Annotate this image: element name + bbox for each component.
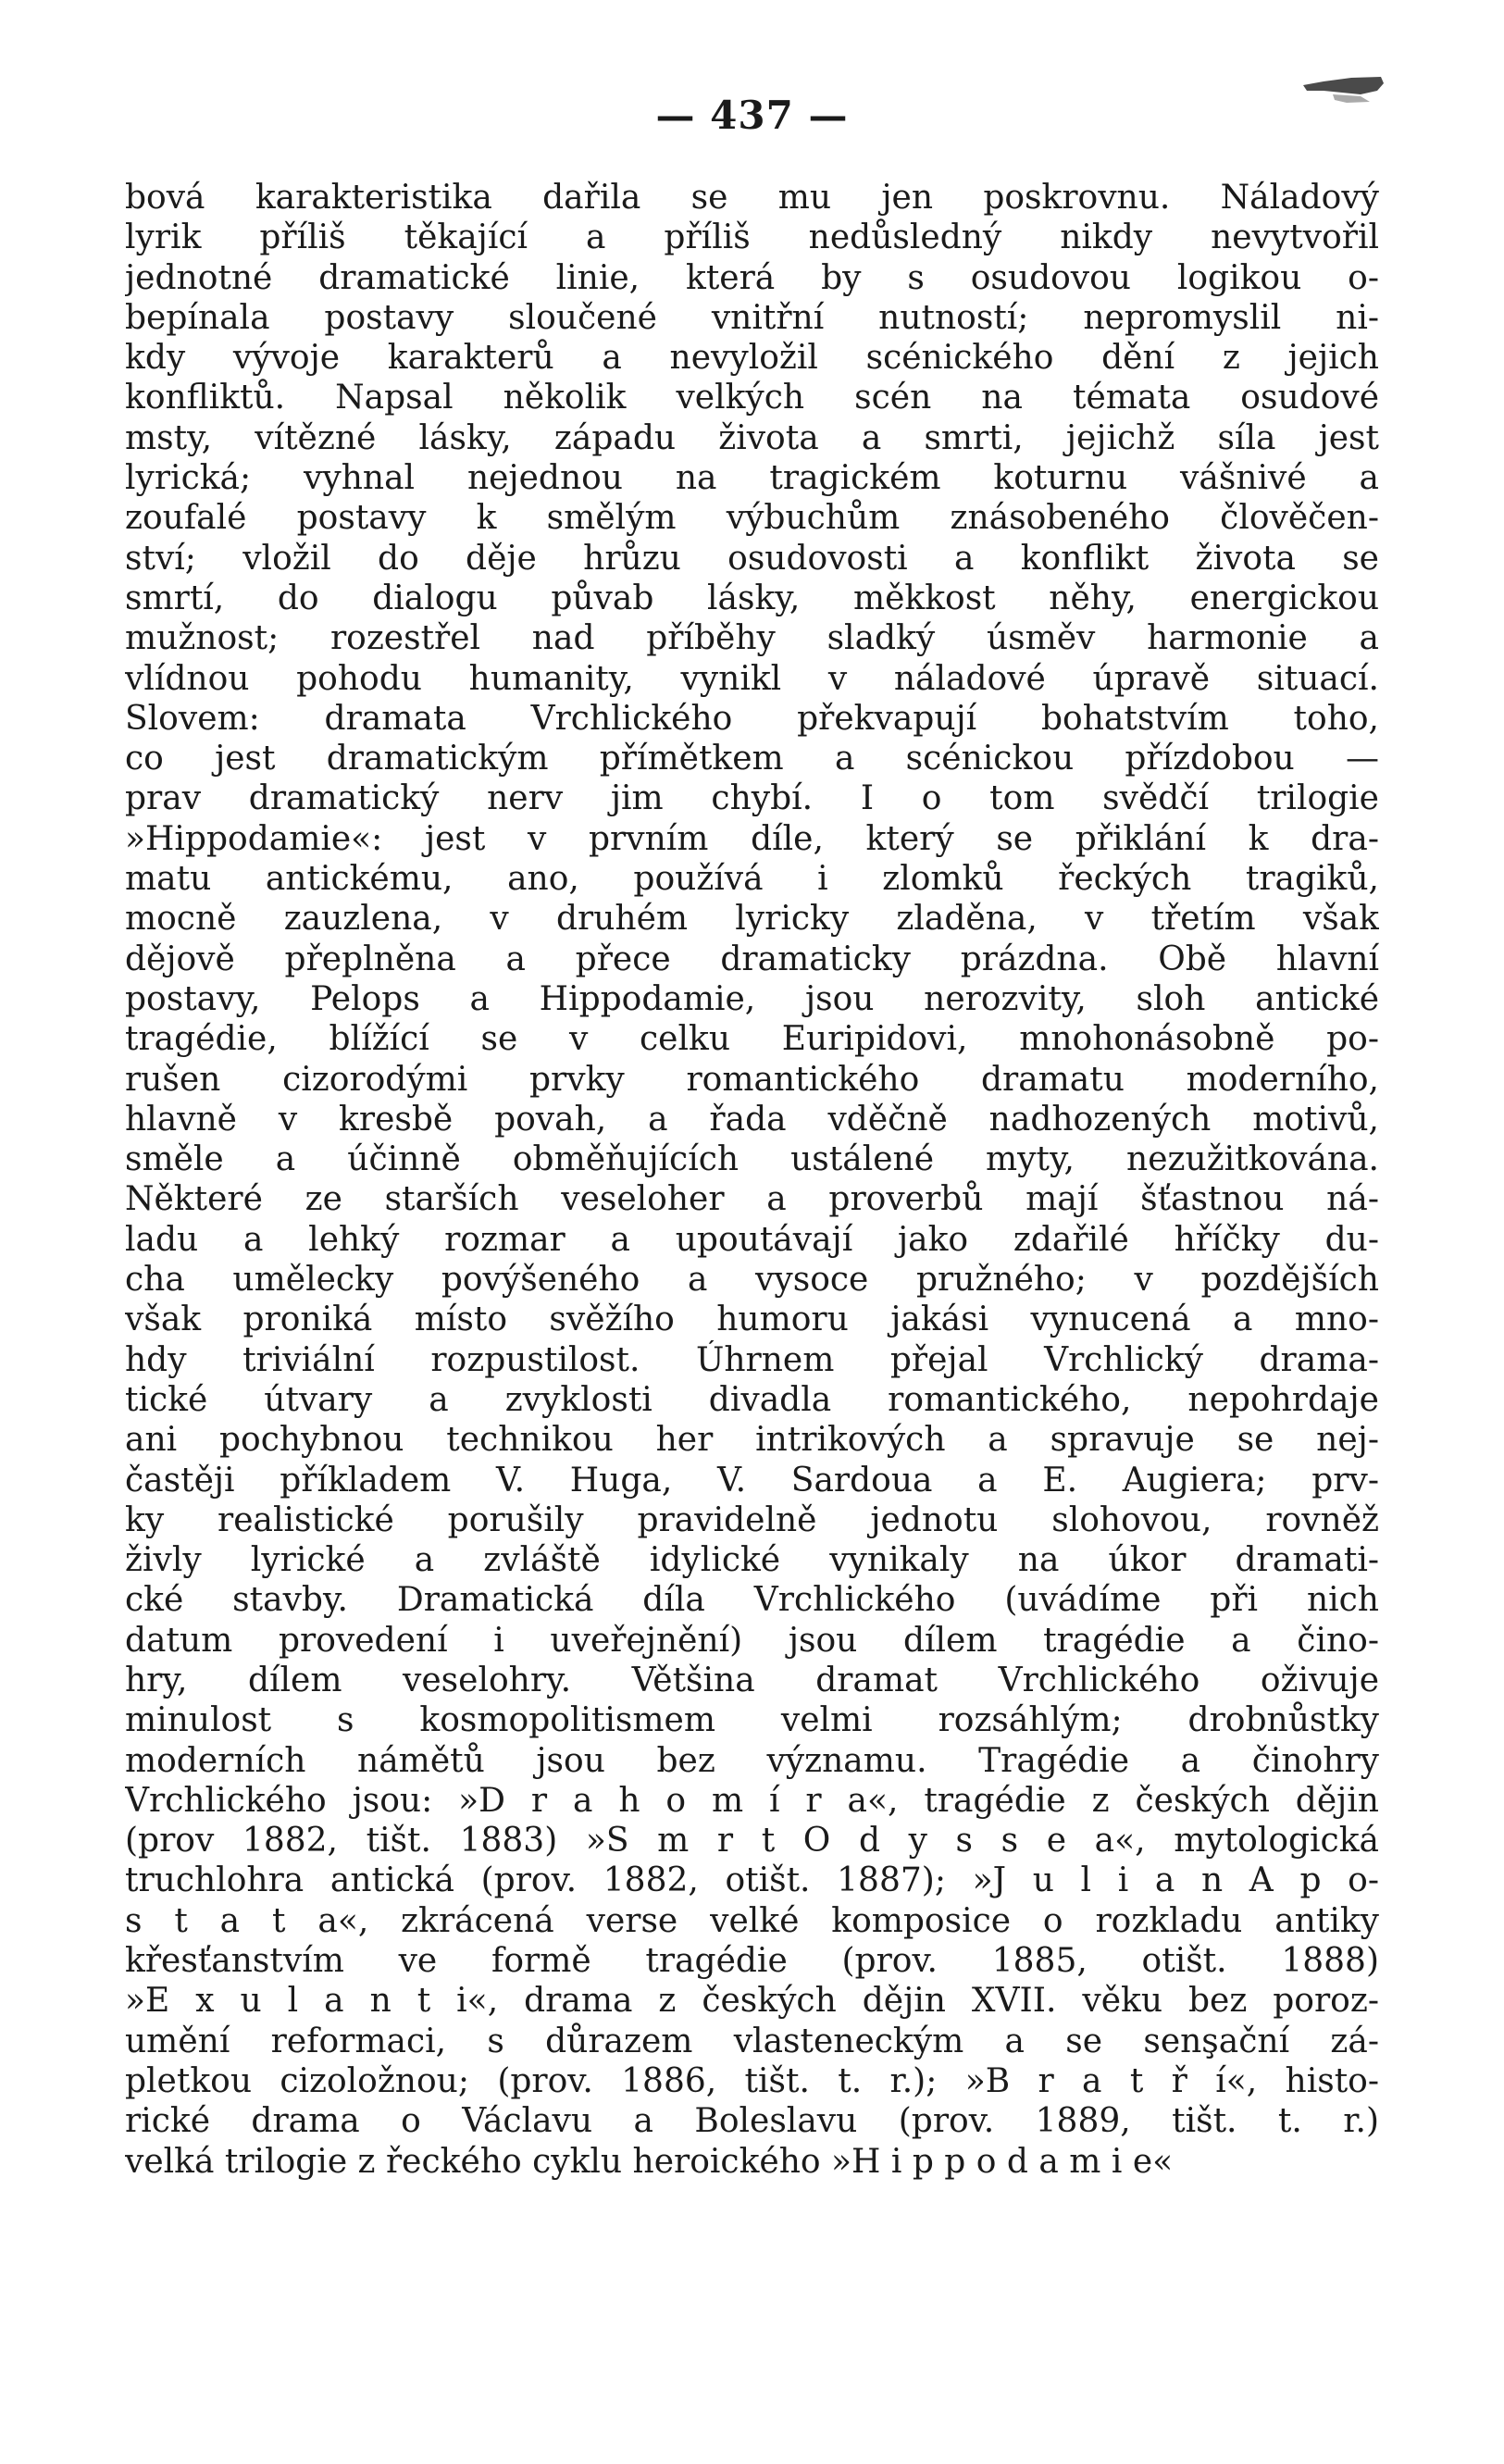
text-line: moderních námětů jsou bez významu. Tragédie a činohry (125, 1741, 1379, 1780)
text-line: truchlohra antická (prov. 1882, otišt. 1887); »J u l i a n A p o- (125, 1861, 1379, 1900)
text-line: mocně zauzlena, v druhém lyricky zladěna, v třetím však (125, 900, 1379, 939)
text-line: tragédie, blížící se v celku Euripidovi, mnohonásobně po- (125, 1020, 1379, 1059)
text-line: ky realistické porušily pravidelně jednotu slohovou, rovněž (125, 1500, 1379, 1539)
text-line: živly lyrické a zvláště idylické vynikaly na úkor dramati- (125, 1541, 1379, 1580)
text-line: cké stavby. Dramatická díla Vrchlického (uvádíme při nich (125, 1581, 1379, 1620)
text-line: ladu a lehký rozmar a upoutávají jako zdařilé hříčky du- (125, 1220, 1379, 1259)
text-line: Některé ze starších veseloher a proverbů mají šťastnou ná- (125, 1180, 1379, 1219)
text-line: bová karakteristika dařila se mu jen poskrovnu. Náladový (125, 179, 1379, 217)
text-line: častěji příkladem V. Huga, V. Sardoua a E. Augiera; prv- (125, 1461, 1379, 1500)
text-line: ani pochybnou technikou her intrikových a spravuje se nej- (125, 1421, 1379, 1460)
text-line: konfliktů. Napsal několik velkých scén na témata osudové (125, 379, 1379, 417)
text-line: hlavně v kresbě povah, a řada vděčně nadhozených motivů, (125, 1100, 1379, 1139)
text-line: hry, dílem veselohry. Většina dramat Vrchlického oživuje (125, 1661, 1379, 1699)
text-line: jednotné dramatické linie, která by s osudovou logikou o- (125, 258, 1379, 297)
text-line: tické útvary a zvyklosti divadla romantického, nepohrdaje (125, 1380, 1379, 1419)
text-line: smrtí, do dialogu půvab lásky, měkkost něhy, energickou (125, 579, 1379, 617)
text-line: lyrická; vyhnal nejednou na tragickém koturnu vášnivé a (125, 459, 1379, 498)
text-line: kdy vývoje karakterů a nevyložil scénického dění z jejich (125, 339, 1379, 378)
text-line: lyrik příliš těkající a příliš nedůsledný nikdy nevytvořil (125, 218, 1379, 257)
body-text (125, 178, 1379, 2182)
text-line: směle a účinně obměňujících ustálené myty, nezužitkována. (125, 1140, 1379, 1179)
text-line: matu antickému, ano, používá i zlomků řeckých tragiků, (125, 860, 1379, 899)
text-line: postavy, Pelops a Hippodamie, jsou nerozvity, sloh antické (125, 979, 1379, 1018)
text-line: cha umělecky povýšeného a vysoce pružného; v pozdějších (125, 1261, 1379, 1300)
text-line: dějově přeplněna a přece dramaticky prázdna. Obě hlavní (125, 940, 1379, 978)
text-line: umění reformaci, s důrazem vlasteneckým a se senşační zá- (125, 2022, 1379, 2060)
text-line: prav dramatický nerv jim chybí. I o tom svědčí trilogie (125, 779, 1379, 818)
printing-blemish (1296, 72, 1388, 107)
text-line: rické drama o Václavu a Boleslavu (prov. 1889, tišt. t. r.) (125, 2102, 1379, 2141)
text-line: vlídnou pohodu humanity, vynikl v náladové úpravě situací. (125, 659, 1379, 698)
text-line: velká trilogie z řeckého cyklu heroického »H i p p o d a m i e« (125, 2142, 1174, 2181)
text-line: (prov 1882, tišt. 1883) »S m r t O d y s s e a«, mytologická (125, 1822, 1379, 1860)
page-number: — 437 — (655, 93, 849, 138)
text-line: s t a t a«, zkrácená verse velké komposice o rozkladu antiky (125, 1901, 1379, 1940)
text-line: minulost s kosmopolitismem velmi rozsáhlým; drobnůstky (125, 1701, 1379, 1740)
text-line: hdy triviální rozpustilost. Úhrnem přejal Vrchlický drama- (125, 1340, 1379, 1379)
text-line: msty, vítězné lásky, západu života a smrti, jejichž síla jest (125, 418, 1379, 457)
text-line: mužnost; rozestřel nad příběhy sladký úsměv harmonie a (125, 619, 1379, 658)
text-line: datum provedení i uveřejnění) jsou dílem tragédie a čino- (125, 1621, 1379, 1660)
text-line: »E x u l a n t i«, drama z českých dějin XVII. věku bez poroz- (125, 1982, 1379, 2021)
text-line: křesťanstvím ve formě tragédie (prov. 1885, otišt. 1888) (125, 1942, 1379, 1981)
text-line: co jest dramatickým přímětkem a scénickou přízdobou — (125, 740, 1379, 778)
text-line: rušen cizorodými prvky romantického dramatu moderního, (125, 1060, 1379, 1099)
text-line: Slovem: dramata Vrchlického překvapují bohatstvím toho, (125, 699, 1379, 738)
text-line: Vrchlického jsou: »D r a h o m í r a«, tragédie z českých dějin (125, 1781, 1379, 1820)
text-line: ství; vložil do děje hrůzu osudovosti a konflikt života se (125, 539, 1379, 578)
text-line: zoufalé postavy k smělým výbuchům znásobeného člověčen- (125, 499, 1379, 538)
text-line: »Hippodamie«: jest v prvním díle, který se přiklání k dra- (125, 819, 1379, 858)
text-line: bepínala postavy sloučené vnitřní nutností; nepromyslil ni- (125, 298, 1379, 337)
text-line: však proniká místo svěžího humoru jakási vynucená a mno- (125, 1300, 1379, 1339)
text-line: pletkou cizoložnou; (prov. 1886, tišt. t. r.); »B r a t ř í«, histo- (125, 2061, 1379, 2100)
